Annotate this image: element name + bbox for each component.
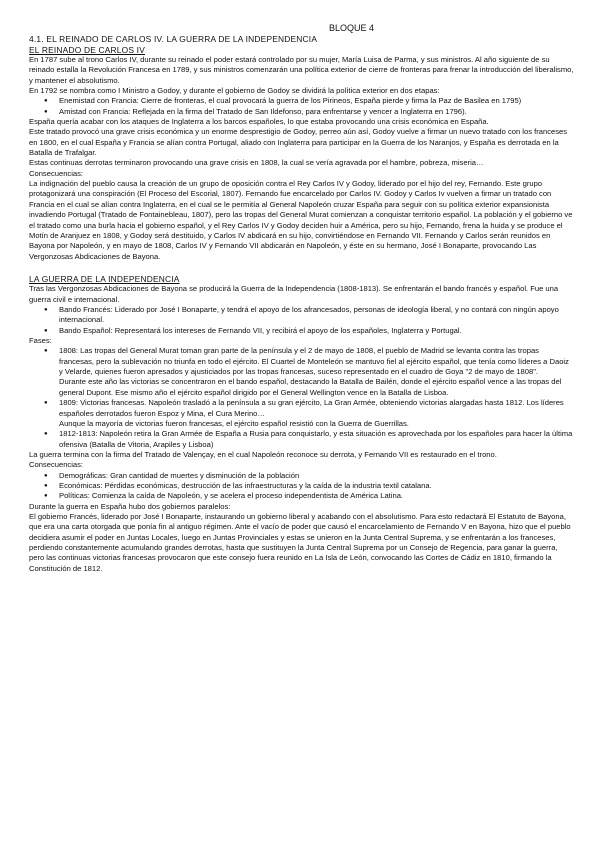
paragraph: Este tratado provocó una grave crisis económica y un enorme desprestigio de Godoy, perreo aún así, Godoy vuelve a firmar un nuevo tratado con los franceses en 1800, en el cual España y Francia se alían contra Portugal, aliado con Inglaterra para participar en la Guerra de los Naranjos, y España es derrotada en la Batalla de Trafalgar. xyxy=(29,127,568,158)
paragraph: Durante la guerra en España hubo dos gobiernos paralelos: xyxy=(29,501,231,511)
list-item: ● 1809: Victorias francesas. Napoleón trasladó a la península a su gran ejército, La Gran Armée, obteniendo victorias alargadas hasta 1812. Los líderes españoles derrotados fueron Espoz y Mina, el Cura Merino… xyxy=(29,398,574,419)
paragraph: Estas continuas derrotas terminaron provocando una grave crisis en 1808, la cual se vería agravada por el hambre, pobreza, miseria… xyxy=(29,158,484,168)
paragraph: En 1787 sube al trono Carlos IV, durante su reinado el poder estará controlado por su mujer, María Luisa de Parma, y sus ministros. Al año siguiente de su reinado estalla la Revolución Francesa en 1789, y sus ministros comenzarán una política exterior de cierre de fronteras para frenar la introducción del liberalismo, y mantener el absolutismo. xyxy=(29,55,574,85)
paragraph: Durante este año las victorias se concentraron en el bando español, destacando la Batalla de Bailén, donde el ejército español vence a las tropas del general Dupont. Ese mismo año el ejército español dirigido por el General Wellington vence en la Batalla de Lisboa. xyxy=(59,377,562,397)
section-heading-carlos-iv: EL REINADO DE CARLOS IV xyxy=(29,44,145,55)
paragraph: España quería acabar con los ataques de Inglaterra a los barcos españoles, lo que estaba provocando una crisis económica en España. xyxy=(29,117,489,127)
paragraph: Aunque la mayoría de victorias fueron francesas, el ejército español resistió con la Guerra de Guerrillas. xyxy=(59,418,409,428)
list-item: ● Demográficas: Gran cantidad de muertes y disminución de la población xyxy=(29,471,574,481)
bloque-header: BLOQUE 4 xyxy=(328,23,375,33)
consecuencias-label: Consecuencias: xyxy=(29,168,84,178)
paragraph: En 1792 se nombra como I Ministro a Godoy, y durante el gobierno de Godoy se dividirá la política exterior en dos etapas: xyxy=(29,86,440,96)
list-item: ● 1812-1813: Napoleón retira la Gran Armée de España a Rusia para conquistarlo, y esta situación es aprovechada por los españoles para hacer la última ofensiva (Batalla de Vitoria, Arapiles y Lisboa) xyxy=(29,429,574,450)
document-title: 4.1. EL REINADO DE CARLOS IV. LA GUERRA DE LA INDEPENDENCIA xyxy=(29,34,318,44)
list-item: ● Enemistad con Francia: Cierre de fronteras, el cual provocará la guerra de los Pirineos, España pierde y firma la Paz de Basilea en 1795) xyxy=(29,96,574,106)
document-page xyxy=(29,23,574,574)
list-item: ● Bando Español: Representará los intereses de Fernando VII, y recibirá el apoyo de los españoles, Inglaterra y Portugal. xyxy=(29,326,574,336)
list-item: ● Bando Francés: Liderado por José I Bonaparte, y tendrá el apoyo de los afrancesados, personas de ideología liberal, y no contará con ningún apoyo internacional. xyxy=(29,305,574,326)
list-item: ● Políticas: Comienza la caída de Napoleón, y se acelera el proceso independentista de América Latina. xyxy=(29,491,574,501)
paragraph: Tras las Vergonzosas Abdicaciones de Bayona se producirá la Guerra de la Independencia (1808-1813). Se enfrentarán el bando francés y español. Fue una guerra civil e internacional. xyxy=(29,284,559,304)
fases-label: Fases: xyxy=(29,336,52,346)
paragraph: La guerra termina con la firma del Tratado de Valençay, en el cual Napoleón reconoce su derrota, y Fernando VII es restaurado en el trono. xyxy=(29,449,497,459)
consecuencias-label: Consecuencias: xyxy=(29,460,84,470)
paragraph: El gobierno Francés, liderado por José I Bonaparte, instaurando un gobierno liberal y acabando con el absolutismo. Para esto redactará El Estatuto de Bayona, que era una carta otorgada que ponía fin al antiguo régimen. Ante el vacío de poder que causó el encarcelamiento de Fernando V en Bayona, hizo que el pueblo decidiera asumir el poder en Juntas Locales, luego en Juntas Provinciales y estas se unieron en la Junta Central Suprema, y se enfrentarán a los franceses, perdiendo constantemente acumulando grandes derrotas, hasta que sustituyen la Junta Central Suprema por un Consejo de Regencia, para ganar la guerra, pero las continuas victorias francesas provocaron que este consejo fuera reunido en La Isla de León, convocando las Cortes de Cádiz en 1810, firmando la Constitución de 1812. xyxy=(29,511,571,573)
list-item: ● 1808: Las tropas del General Murat toman gran parte de la península y el 2 de mayo de 1808, el pueblo de Madrid se levanta contra las tropas francesas, pero la sublevación no triunfa en todo el ejército. El Cuartel de Monteleón se mantuvo fiel al ejército español, que tenía como líderes a Daoiz y Velarde, quienes fueron apresados y ajusticiados por las tropas francesas, suceso representado en el cuadro de Goya "2 de mayo de 1808". xyxy=(29,346,574,377)
section-heading-guerra: LA GUERRA DE LA INDEPENDENCIA xyxy=(29,273,180,284)
paragraph: La indignación del pueblo causa la creación de un grupo de oposición contra el Rey Carlos IV y Godoy, liderado por el hijo del rey, Fernando. Este grupo protagonizará una conspiración (El Proceso del Escorial, 1807). Fernando fue encarcelado por Carlos IV. Godoy y Carlos Iv vuelven a firmar un tratado con Francia en el cual se alían contra Inglaterra, en el cual se le permitía al General Napoleón cruzar España para seguir con su política exterior expansionista invadiendo Portugal (Tratado de Fontainebleau, 1807), pero las tropas del General Murat comienzan a conquistar territorio español. La población y el gobierno ve el tratado como una burla hacia el gobierno español, y el Rey Carlos IV y Godoy deciden huir a América, pero su hijo, Fernando, frena la huida y se produce el Motín de Aranjuez en 1808, y Godoy será destituido, y Carlos IV abdicará en su hijo, convirtiéndose en Fernando VII. Fernando y Carlos serán reunidos en Bayona por Napoleón, y en mayo de 1808, Carlos IV y Fernando VII abdicarán en Napoleón, y éste en su hermano, José I Bonaparte, provocando Las Vergonzosas Abdicaciones de Bayona. xyxy=(29,179,573,261)
list-item: ● Económicas: Pérdidas económicas, destrucción de las infraestructuras y la caída de la industria textil catalana. xyxy=(29,481,574,491)
list-item: ● Amistad con Francia: Reflejada en la firma del Tratado de San Ildefonso, para enfrentarse y vencer a Inglaterra en 1796). xyxy=(29,107,574,117)
